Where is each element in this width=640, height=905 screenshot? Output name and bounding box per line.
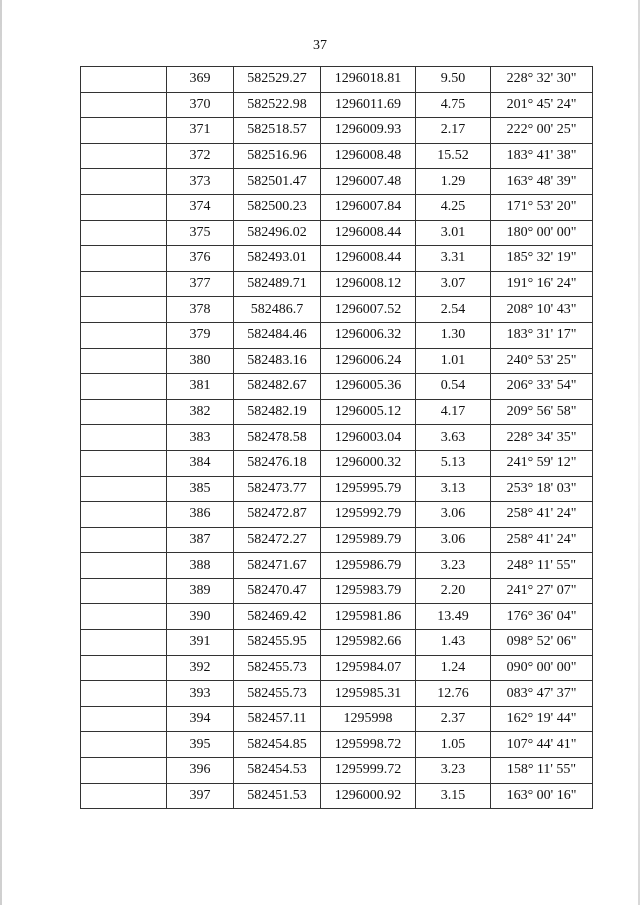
y-coordinate-cell: 1296018.81 [321,67,416,93]
bearing-cell: 183° 41' 38" [491,143,593,169]
distance-cell: 5.13 [416,450,491,476]
parcel-cell [81,681,167,707]
bearing-cell: 228° 32' 30" [491,67,593,93]
bearing-cell: 158° 11' 55" [491,758,593,784]
table-row [81,271,593,297]
x-coordinate-cell: 582489.71 [234,271,321,297]
y-coordinate-cell: 1295989.79 [321,527,416,553]
y-coordinate-cell: 1295999.72 [321,758,416,784]
x-coordinate-cell: 582472.87 [234,502,321,528]
y-coordinate-cell: 1295992.79 [321,502,416,528]
bearing-cell: 228° 34' 35" [491,425,593,451]
distance-cell: 1.24 [416,655,491,681]
y-coordinate-cell: 1295998.72 [321,732,416,758]
distance-cell: 3.23 [416,553,491,579]
y-coordinate-cell: 1295984.07 [321,655,416,681]
table-row [81,67,593,93]
parcel-cell [81,706,167,732]
parcel-cell [81,553,167,579]
table-row [81,706,593,732]
distance-cell: 4.75 [416,92,491,118]
table-row [81,450,593,476]
distance-cell: 9.50 [416,67,491,93]
y-coordinate-cell: 1296011.69 [321,92,416,118]
x-coordinate-cell: 582471.67 [234,553,321,579]
table-row [81,425,593,451]
y-coordinate-cell: 1296008.12 [321,271,416,297]
x-coordinate-cell: 582501.47 [234,169,321,195]
distance-cell: 2.20 [416,578,491,604]
y-coordinate-cell: 1295986.79 [321,553,416,579]
bearing-cell: 163° 48' 39" [491,169,593,195]
distance-cell: 4.25 [416,194,491,220]
y-coordinate-cell: 1296007.52 [321,297,416,323]
y-coordinate-cell: 1296006.32 [321,322,416,348]
distance-cell: 3.23 [416,758,491,784]
distance-cell: 3.06 [416,527,491,553]
point-number-cell: 390 [167,604,234,630]
bearing-cell: 098° 52' 06" [491,630,593,656]
y-coordinate-cell: 1296000.32 [321,450,416,476]
bearing-cell: 201° 45' 24" [491,92,593,118]
distance-cell: 2.17 [416,118,491,144]
point-number-cell: 379 [167,322,234,348]
distance-cell: 13.49 [416,604,491,630]
table-row [81,553,593,579]
bearing-cell: 258° 41' 24" [491,527,593,553]
y-coordinate-cell: 1296008.44 [321,220,416,246]
x-coordinate-cell: 582455.95 [234,630,321,656]
y-coordinate-cell: 1296006.24 [321,348,416,374]
y-coordinate-cell: 1295982.66 [321,630,416,656]
bearing-cell: 180° 00' 00" [491,220,593,246]
bearing-cell: 185° 32' 19" [491,246,593,272]
parcel-cell [81,655,167,681]
table-row [81,604,593,630]
point-number-cell: 396 [167,758,234,784]
x-coordinate-cell: 582455.73 [234,681,321,707]
distance-cell: 12.76 [416,681,491,707]
bearing-cell: 162° 19' 44" [491,706,593,732]
table-row [81,502,593,528]
table-row [81,732,593,758]
parcel-cell [81,322,167,348]
table-row [81,527,593,553]
table-row [81,681,593,707]
distance-cell: 3.15 [416,783,491,809]
parcel-cell [81,502,167,528]
table-row [81,399,593,425]
point-number-cell: 372 [167,143,234,169]
bearing-cell: 171° 53' 20" [491,194,593,220]
distance-cell: 1.01 [416,348,491,374]
point-number-cell: 391 [167,630,234,656]
point-number-cell: 397 [167,783,234,809]
x-coordinate-cell: 582478.58 [234,425,321,451]
y-coordinate-cell: 1296005.36 [321,374,416,400]
parcel-cell [81,297,167,323]
distance-cell: 1.43 [416,630,491,656]
table-row [81,169,593,195]
x-coordinate-cell: 582476.18 [234,450,321,476]
point-number-cell: 380 [167,348,234,374]
distance-cell: 3.07 [416,271,491,297]
x-coordinate-cell: 582470.47 [234,578,321,604]
parcel-cell [81,246,167,272]
table-row [81,655,593,681]
table-row [81,220,593,246]
bearing-cell: 163° 00' 16" [491,783,593,809]
point-number-cell: 395 [167,732,234,758]
table-row [81,118,593,144]
y-coordinate-cell: 1296003.04 [321,425,416,451]
bearing-cell: 209° 56' 58" [491,399,593,425]
y-coordinate-cell: 1295995.79 [321,476,416,502]
y-coordinate-cell: 1296007.84 [321,194,416,220]
bearing-cell: 240° 53' 25" [491,348,593,374]
point-number-cell: 384 [167,450,234,476]
point-number-cell: 373 [167,169,234,195]
y-coordinate-cell: 1296007.48 [321,169,416,195]
parcel-cell [81,67,167,93]
parcel-cell [81,399,167,425]
distance-cell: 1.30 [416,322,491,348]
point-number-cell: 377 [167,271,234,297]
x-coordinate-cell: 582482.19 [234,399,321,425]
table-row [81,578,593,604]
x-coordinate-cell: 582482.67 [234,374,321,400]
point-number-cell: 382 [167,399,234,425]
table-row [81,194,593,220]
point-number-cell: 370 [167,92,234,118]
point-number-cell: 385 [167,476,234,502]
bearing-cell: 222° 00' 25" [491,118,593,144]
parcel-cell [81,92,167,118]
distance-cell: 0.54 [416,374,491,400]
parcel-cell [81,783,167,809]
page-number: 37 [313,38,327,53]
distance-cell: 15.52 [416,143,491,169]
y-coordinate-cell: 1295981.86 [321,604,416,630]
bearing-cell: 183° 31' 17" [491,322,593,348]
point-number-cell: 374 [167,194,234,220]
y-coordinate-cell: 1296000.92 [321,783,416,809]
bearing-cell: 241° 27' 07" [491,578,593,604]
point-number-cell: 392 [167,655,234,681]
bearing-cell: 206° 33' 54" [491,374,593,400]
point-number-cell: 371 [167,118,234,144]
x-coordinate-cell: 582529.27 [234,67,321,93]
bearing-cell: 176° 36' 04" [491,604,593,630]
parcel-cell [81,348,167,374]
bearing-cell: 191° 16' 24" [491,271,593,297]
point-number-cell: 376 [167,246,234,272]
table-row [81,348,593,374]
distance-cell: 2.37 [416,706,491,732]
parcel-cell [81,450,167,476]
point-number-cell: 387 [167,527,234,553]
x-coordinate-cell: 582457.11 [234,706,321,732]
table-row [81,246,593,272]
point-number-cell: 381 [167,374,234,400]
table-row [81,143,593,169]
x-coordinate-cell: 582454.53 [234,758,321,784]
distance-cell: 3.13 [416,476,491,502]
point-number-cell: 394 [167,706,234,732]
table-row [81,783,593,809]
table-row [81,758,593,784]
x-coordinate-cell: 582454.85 [234,732,321,758]
table-row [81,476,593,502]
x-coordinate-cell: 582469.42 [234,604,321,630]
parcel-cell [81,194,167,220]
parcel-cell [81,732,167,758]
parcel-cell [81,604,167,630]
x-coordinate-cell: 582473.77 [234,476,321,502]
bearing-cell: 248° 11' 55" [491,553,593,579]
parcel-cell [81,425,167,451]
coordinates-table [80,66,593,809]
y-coordinate-cell: 1296005.12 [321,399,416,425]
point-number-cell: 375 [167,220,234,246]
parcel-cell [81,578,167,604]
parcel-cell [81,271,167,297]
parcel-cell [81,118,167,144]
distance-cell: 1.29 [416,169,491,195]
parcel-cell [81,220,167,246]
parcel-cell [81,758,167,784]
table-row [81,374,593,400]
point-number-cell: 388 [167,553,234,579]
bearing-cell: 083° 47' 37" [491,681,593,707]
distance-cell: 3.63 [416,425,491,451]
distance-cell: 1.05 [416,732,491,758]
y-coordinate-cell: 1295985.31 [321,681,416,707]
table-row [81,322,593,348]
x-coordinate-cell: 582455.73 [234,655,321,681]
table-row [81,630,593,656]
y-coordinate-cell: 1296008.48 [321,143,416,169]
parcel-cell [81,476,167,502]
x-coordinate-cell: 582522.98 [234,92,321,118]
bearing-cell: 253° 18' 03" [491,476,593,502]
point-number-cell: 383 [167,425,234,451]
x-coordinate-cell: 582516.96 [234,143,321,169]
parcel-cell [81,527,167,553]
bearing-cell: 107° 44' 41" [491,732,593,758]
point-number-cell: 386 [167,502,234,528]
x-coordinate-cell: 582486.7 [234,297,321,323]
table-row [81,92,593,118]
table-row [81,297,593,323]
distance-cell: 3.31 [416,246,491,272]
y-coordinate-cell: 1295998 [321,706,416,732]
point-number-cell: 369 [167,67,234,93]
x-coordinate-cell: 582484.46 [234,322,321,348]
parcel-cell [81,143,167,169]
parcel-cell [81,374,167,400]
x-coordinate-cell: 582518.57 [234,118,321,144]
x-coordinate-cell: 582451.53 [234,783,321,809]
distance-cell: 4.17 [416,399,491,425]
point-number-cell: 393 [167,681,234,707]
distance-cell: 3.01 [416,220,491,246]
parcel-cell [81,630,167,656]
point-number-cell: 378 [167,297,234,323]
bearing-cell: 090° 00' 00" [491,655,593,681]
coordinates-table-body [81,67,593,809]
x-coordinate-cell: 582493.01 [234,246,321,272]
distance-cell: 3.06 [416,502,491,528]
point-number-cell: 389 [167,578,234,604]
parcel-cell [81,169,167,195]
x-coordinate-cell: 582500.23 [234,194,321,220]
y-coordinate-cell: 1296009.93 [321,118,416,144]
x-coordinate-cell: 582496.02 [234,220,321,246]
distance-cell: 2.54 [416,297,491,323]
bearing-cell: 208° 10' 43" [491,297,593,323]
y-coordinate-cell: 1296008.44 [321,246,416,272]
x-coordinate-cell: 582483.16 [234,348,321,374]
scan-edge-left [0,0,2,905]
y-coordinate-cell: 1295983.79 [321,578,416,604]
bearing-cell: 241° 59' 12" [491,450,593,476]
x-coordinate-cell: 582472.27 [234,527,321,553]
bearing-cell: 258° 41' 24" [491,502,593,528]
